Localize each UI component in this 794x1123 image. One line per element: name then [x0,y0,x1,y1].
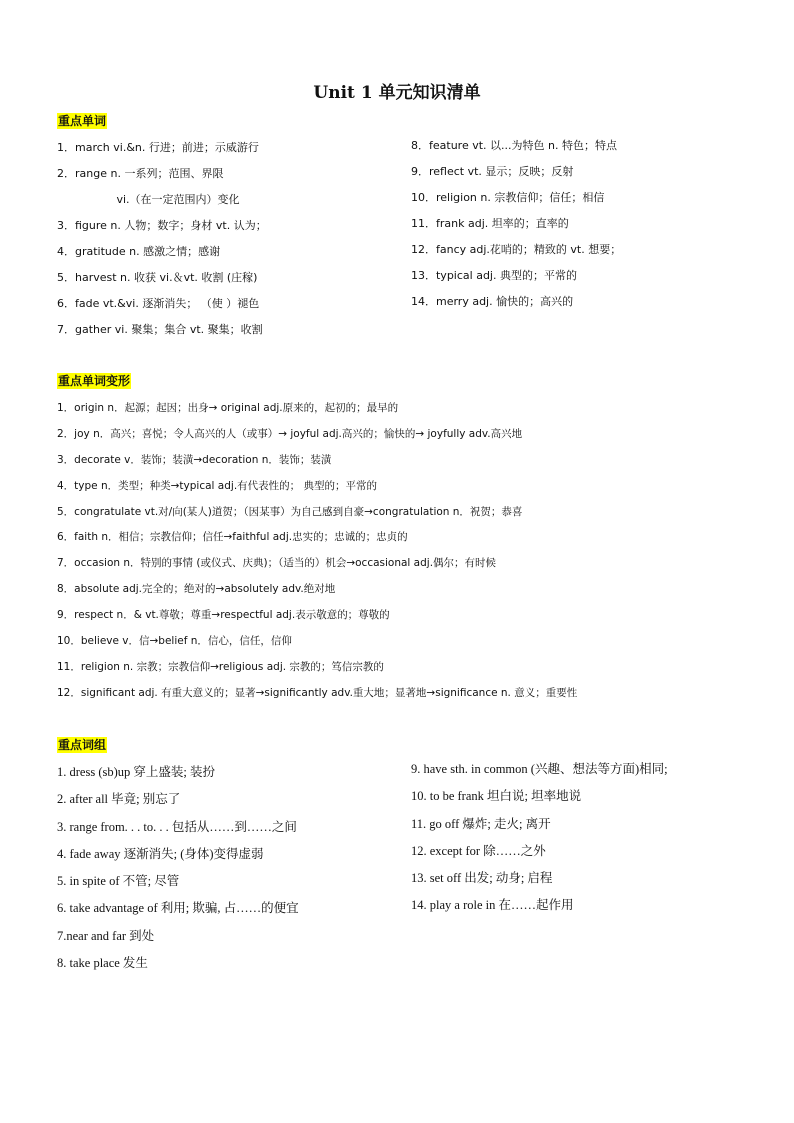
vocab-item: 8．feature vt. 以...为特色 n. 特色；特点 [411,139,617,152]
forms-item: 5．congratulate vt.对/向(某人)道贺；（因某事）为自己感到自豪→congratulation n．祝贺；恭喜 [57,505,523,518]
phrase-item: 4. fade away 逐渐消失; (身体)变得虚弱 [57,846,264,861]
vocab-left-column [57,140,267,348]
forms-item: 3．decorate v．装饰；装潢→decoration n．装饰；装潢 [57,453,332,466]
vocab-item: 2．range n. 一系列；范围、界限 [57,167,224,180]
phrase-item: 12. except for 除……之外 [411,843,546,858]
section-heading-vocab: 重点单词 [58,114,107,128]
phrase-item: 9. have sth. in common (兴趣、想法等方面)相同; [411,762,668,776]
phrase-item: 1. dress (sb)up 穿上盛装; 装扮 [57,765,215,779]
phrase-item: 14. play a role in 在……起作用 [411,898,574,913]
forms-item: 10．believe v．信→belief n．信心，信任，信仰 [57,635,292,648]
forms-item: 6．faith n．相信；宗教信仰；信任→faithful adj.忠实的；忠诚的；忠贞的 [57,531,408,544]
phrases-left-column [57,763,299,981]
vocab-item: 7．gather vi. 聚集；集合 vt. 聚集；收割 [57,323,263,336]
vocab-item: 9．reflect vt. 显示；反映；反射 [411,165,574,178]
vocab-item: 6．fade vt.&vi. 逐渐消失； （使 ）褪色 [57,297,260,310]
vocab-item: 14．merry adj. 愉快的；高兴的 [411,295,574,308]
vocab-item: vi.（在一定范围内）变化 [57,193,240,206]
phrase-item: 5. in spite of 不管; 尽管 [57,874,180,889]
vocab-item: 13．typical adj. 典型的；平常的 [411,269,577,282]
forms-item: 7．occasion n．特别的事情 (或仪式、庆典)；（适当的）机会→occasional adj.偶尔；有时候 [57,557,497,570]
vocab-item: 4．gratitude n. 感激之情；感谢 [57,245,221,258]
vocab-item: 3．figure n. 人物；数字；身材 vt. 认为； [57,219,267,232]
forms-item: 1．origin n．起源；起因；出身→ original adj.原来的，起初的；最早的 [57,402,399,414]
phrase-item: 13. set off 出发; 动身; 启程 [411,871,553,886]
forms-item: 11．religion n. 宗教；宗教信仰→religious adj. 宗教的；笃信宗教的 [57,660,384,673]
forms-list [57,400,577,711]
phrase-item: 6. take advantage of 利用; 欺骗, 占……的便宜 [57,901,299,916]
vocab-item: 12．fancy adj.花哨的；精致的 vt. 想要； [411,243,622,256]
phrase-item: 8. take place 发生 [57,956,148,971]
forms-item: 8．absolute adj.完全的；绝对的→absolutely adv.绝对地 [57,583,336,596]
vocab-right-column [411,138,621,320]
phrase-item: 10. to be frank 坦白说; 坦率地说 [411,789,582,804]
section-heading-phrases: 重点词组 [58,738,107,752]
forms-item: 12．significant adj. 有重大意义的；显著→significantly adv.重大地；显著地→significance n. 意义；重要性 [57,686,578,699]
phrase-item: 7.near and far 到处 [57,928,155,943]
vocab-item: 1．march vi.&n. 行进；前进；示威游行 [57,141,259,154]
vocab-item: 10．religion n. 宗教信仰；信任；相信 [411,191,605,204]
vocab-item: 11．frank adj. 坦率的；直率的 [411,217,569,230]
phrase-item: 2. after all 毕竟; 别忘了 [57,792,181,807]
vocab-item: 5．harvest n. 收获 vi.＆vt. 收割 (庄稼) [57,271,258,284]
phrase-item: 3. range from. . . to. . . 包括从……到……之间 [57,819,297,834]
section-heading-forms: 重点单词变形 [58,374,131,388]
forms-item: 9．respect n．& vt.尊敬；尊重→respectful adj.表示敬意的；尊敬的 [57,609,390,622]
phrases-right-column [411,760,668,924]
phrase-item: 11. go off 爆炸; 走火; 离开 [411,816,551,831]
forms-item: 4．type n．类型；种类→typical adj.有代表性的； 典型的；平常的 [57,479,377,492]
page-title: Unit 1 单元知识清单 [313,83,481,103]
forms-item: 2．joy n．高兴；喜悦；令人高兴的人（或事）→ joyful adj.高兴的；愉快的→ joyfully adv.高兴地 [57,427,523,440]
